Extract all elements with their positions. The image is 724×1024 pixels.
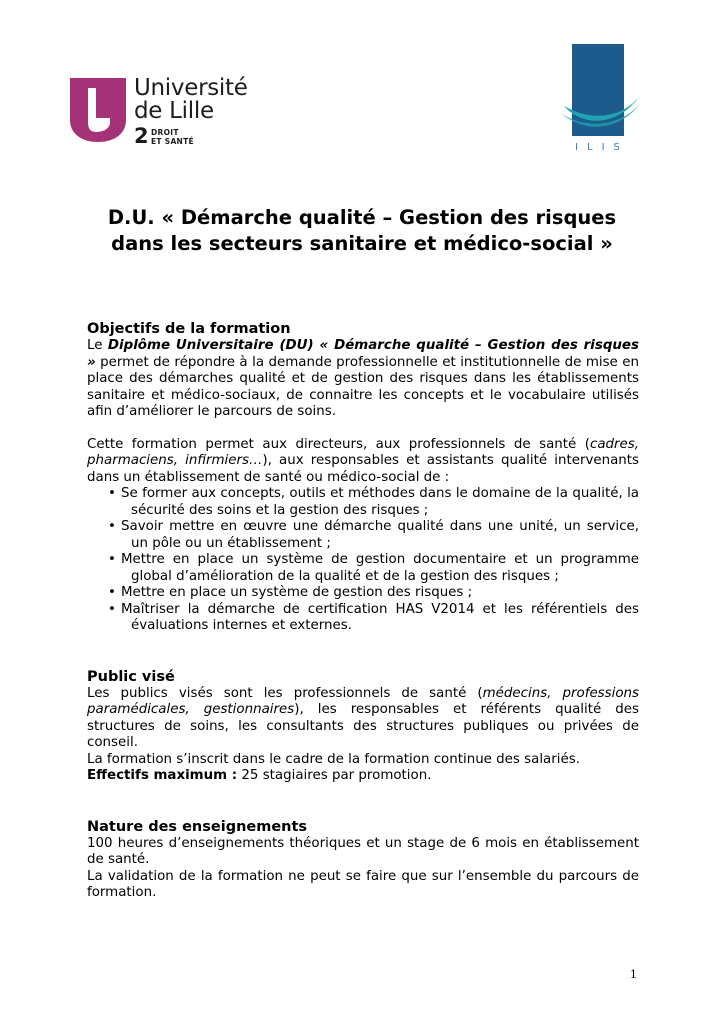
logo-sub-line2: ET SANTÉ — [151, 137, 194, 146]
ilis-emblem-icon — [562, 44, 642, 140]
title-line2: dans les secteurs sanitaire et médico-social » — [111, 232, 613, 255]
logo-name-line2: de Lille — [134, 98, 214, 124]
nature-heading: Nature des enseignements — [87, 818, 308, 835]
objectifs-heading: Objectifs de la formation — [87, 321, 291, 337]
universite-lille-logo — [68, 74, 258, 146]
objectifs-list — [87, 486, 639, 635]
page-number: 1 — [630, 968, 637, 981]
nature-paragraph-2: La validation de la formation ne peut se faire que sur l’ensemble du parcours de formation. — [87, 868, 639, 900]
public-heading: Public visé — [87, 668, 175, 685]
universite-lille-emblem-icon — [68, 74, 128, 144]
effectifs-line: Effectifs maximum : 25 stagiaires par promotion. — [87, 768, 432, 783]
list-item: • Se former aux concepts, outils et méthodes dans le domaine de la qualité, la sécurité des soins et la gestion des risques ; — [87, 486, 639, 519]
logo-number: 2 — [134, 124, 149, 148]
document-title — [80, 205, 644, 257]
list-item: • Mettre en place un système de gestion documentaire et un programme global d’amélioration de la qualité et de la gestion des risques ; — [87, 552, 639, 585]
public-paragraph-1: Les publics visés sont les professionnels de santé (médecins, professions paramédicales, gestionnaires), les responsables et référents qualité des structures de soins, les consultants des structures publiques ou privées de conseil. — [87, 685, 640, 750]
objectifs-paragraph-1: Le Diplôme Universitaire (DU) « Démarche qualité – Gestion des risques » permet de répondre à la demande professionnelle et institutionnelle de mise en place des démarches qualité et de gestion des risques dans les établissements sanitaire et médico-sociaux, de connaitre les concepts et le vocabulaire utilisés afin d’améliorer le parcours de soins. — [87, 338, 639, 419]
ilis-logo — [562, 44, 642, 156]
title-line1: D.U. « Démarche qualité – Gestion des risques — [107, 206, 617, 229]
du-name: Diplôme Universitaire (DU) « Démarche qualité – Gestion des risques » — [87, 338, 639, 370]
list-item: • Maîtriser la démarche de certification HAS V2014 et les référentiels des évaluations internes et externes. — [87, 602, 639, 635]
list-item: • Mettre en place un système de gestion des risques ; — [87, 585, 639, 602]
logo-sub-line1: DROIT — [151, 128, 179, 137]
objectifs-paragraph-2: Cette formation permet aux directeurs, aux professionnels de santé (cadres, pharmaciens, infirmiers…), aux responsables et assistants qualité intervenants dans un établissement de santé ou médico-social de : — [87, 436, 640, 485]
nature-paragraph-1: 100 heures d’enseignements théoriques et un stage de 6 mois en établissement de santé. — [87, 835, 639, 867]
effectifs-label: Effectifs maximum : — [87, 768, 238, 783]
public-paragraph-2: La formation s’inscrit dans le cadre de la formation continue des salariés. — [87, 751, 580, 767]
ilis-logo-text: ILIS — [575, 142, 629, 153]
list-item: • Savoir mettre en œuvre une démarche qualité dans une unité, un service, un pôle ou un établissement ; — [87, 519, 639, 552]
document-body — [87, 320, 639, 902]
logo-name-line1: Université — [134, 75, 248, 101]
